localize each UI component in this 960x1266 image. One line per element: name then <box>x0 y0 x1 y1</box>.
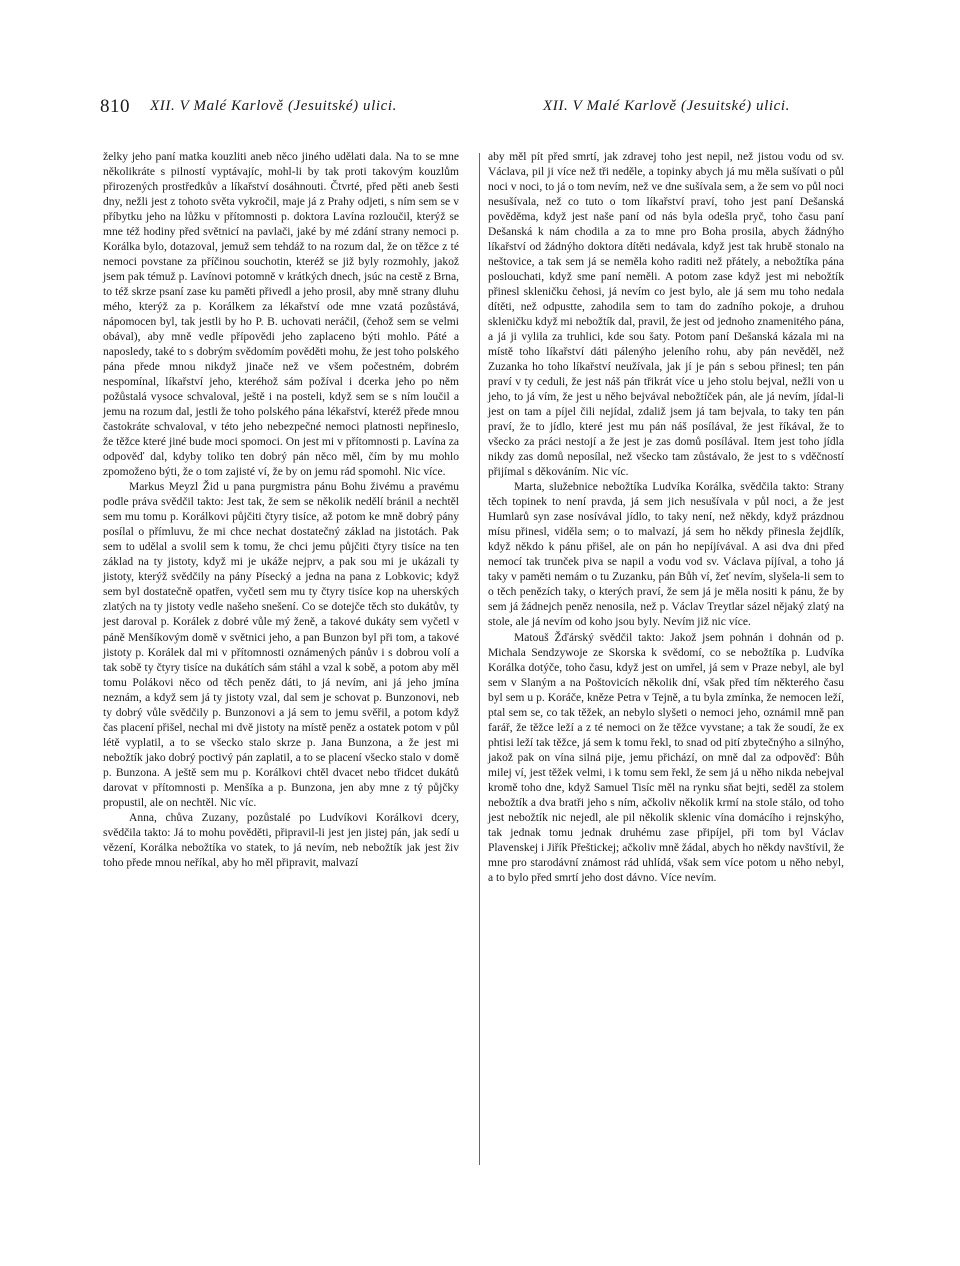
column-divider <box>479 153 480 1165</box>
paragraph: Matouš Žďárský svědčil takto: Jakož jsem pohnán i dohnán od p. Michala Sendzywoje ze Skorska k svědomí, co se nebožtíka p. Ludvíka Korálka dotýče, toho času, když jest on umřel, já sem v Praze nebyl, ale byl sem v Slaným a na Poštovicích několik dní, však před tím některého času byl sem u p. Koráče, kněze Petra v Tejně, a tu byla zmínka, že nemocen leží, ptal sem se, co tak těžek, an nebylo slyšeti o nemoci jeho, oznámil mně pan farář, že těžce leží a z té nemoci on že těžce vyvstane; a tak že soudí, že ex phtisi leží tak těžce, já sem k tomu řekl, to snad od pití zbytečnýho a silnýho, jakož pak on vína silná pije, jemu přichází, on mně dal za odpověď: Bůh milej ví, jest těžek velmi, i k tomu sem řekl, že sem já u něho nikda nebejval kromě toho dne, když Samuel Tisíc měl na rynku sňat bejti, seděl za stolem nebožtík a dva bratři jeho s ním, ačkoliv několik krmí na stole stálo, od toho jest nebožtík nic nejedl, ale pil několik sklenic vína domácího i rejnskýho, tak jednak tomu jednak druhému zase připíjel, při tom byl Václav Plavenskej i Jiřík Přeštickej; ačkoliv mně žádal, abych ho někdy navštívil, že mne pro starodávní známost rád uhlídá, však sem více potom u něho nebyl, a to bylo před smrtí jeho dost dávno. Více nevím. <box>488 631 844 884</box>
running-head-left: XII. V Malé Karlově (Jesuitské) ulici. <box>150 98 398 114</box>
running-head-right: XII. V Malé Karlově (Jesuitské) ulici. <box>543 98 791 114</box>
paragraph: aby měl pít před smrtí, jak zdravej toho jest nepil, než jistou vodu od sv. Václava, pil ji více než tři neděle, a topinky abych já mu měla sušívati o půl noci v noci, to já o tom nevím, než ve dne sušívala sem, a že sem vo půl noci nesušívala, než co tuto o tom líkařství praví, toho jest paní Dešanská pověděma, když jest naše paní od nás byla odešla pryč, toho času paní Dešanská k nám chodila a za to mne pro Boha prosila, abych žádnýho líkařství od žádnýho doktora dítěti nedávala, když jest tak hrubě stonalo na neštovice, a tak sem já se neměla koho raditi než přátely, a nebožtíka pána poslouchati, když sme paní neměli. A potom zase když jest mi nebožtík přinesl skleničku čehosi, já nevím co jest bylo, ale já sem mu toho nedala dítěti, než odpustte, zahodila sem to tam do zadního pokoje, a druhou skleničku když mi nebožtík dal, pravil, že jest od jednoho znamenitého pána, a já ji vylila za truhlici, kde sou šaty. Potom paní Dešanská kázala mi na místě toho líkařství dáti pálenýho jeleního rohu, aby pán nevěděl, než Zuzanka ho toho líkařství neužívala, jak jí je pán s sebou přinesl; ten pán praví v ty ceduli, že jest náš pán třikrát více u jeho stolu bejval, nežli von u jeho, to já vím, že jest u něho bejvával nebožtíček pán, ale já nevím, jídal-li jest on tam a píjel čili nejídal, zdaliž jsem já tam bejvala, to taky ten pán praví, že to jídlo, které jest mu pán náš posílával, že jest říkával, že to všecko za práci nestojí a že jest je zas domů posílával. Item jest toho jídla nikdy zas domů neposílal, než všecko tam zůstávalo, že jest to s vděčností přijímal s děkováním. Nic víc. <box>488 151 844 479</box>
page-number: 810 <box>100 96 130 117</box>
paragraph: želky jeho paní matka kouzliti aneb něco jiného udělati dala. Na to se mne několikráte s pilností vyptávajíc, mohl-li by tak proti takovým kouzlům přirozených prostředkův a líkařství dosáhnouti. Čtvrté, před pěti aneb šesti dny, nežli jest z tohoto světa vykročil, maje já z Prahy odjeti, s ním sem se v příbytku jeho na lůžku v přítomnosti p. doktora Lavína rozloučil, kterýž se mne též hodiny před světnicí na pavlači, jaké by mé zdání strany nemoci p. Korálka bylo, dotazoval, jemuž sem tehdáž to na rozum dal, že on těžce z té nemoci povstane za příčinou souchotin, kteréž se již byly rozmohly, jakož jsem pak témuž p. Lavínovi potomně v krátkých dnech, jsúc na cestě z Brna, to též skrze psaní zase ku paměti přivedl a jeho prosil, aby mně strany dluhu mého, kterýž za p. Korálkem za lékařství ode mne vzatá pozůstává, nápomocen byl, tak jestli by ho P. B. uchovati neráčil, (čehož sem se velmi obával), aby mně vedle přípovědi jeho zaplaceno býti mohlo. Páté a naposledy, také to s dobrým svědomím pověděti mohu, že jest toho polského pána přede mnou nikdyž jinače než ve všem počestném, dobrém nespomínal, líkařství jeho, kteréhož sám požíval i dcerka jeho po něm požůstalá vysoce schvaloval, ještě i na posteli, když sem se s ním loučil a jemu na rozum dal, jestli že toho polského pána lékařství, kteréž přede mnou častokráte schvaloval, v této jeho nebezpečné nemoci platnosti nepřineslo, že těžce které jiné bude moci spomoci. On jest mi v přítomnosti p. Lavína za odpověď dal, kdyby toliko ten dobrý pán něco měl, čím by mu mohlo zpomoženo býti, že o tom zajisté ví, že by on jemu rád spomohl. Nic více. <box>103 151 459 479</box>
paragraph: Marta, služebnice nebožtíka Ludvíka Korálka, svědčila takto: Strany těch topinek to není pravda, já sem jich nesušívala v půl noci, a že jest Humlarů syn zase nosívával jídlo, to taky není, než někdy, když prázdnou mísu přinesl, viděla sem; o to malvazí, já sem ho někdy přinesla žejdlík, když někdo k pánu přišel, ale on pán ho nepíjívával. A asi dva dni před nemocí tak trunček piva se napil a vodu vod sv. Václava píjíval, a toho já taky v paměti nemám o tu Zuzanku, pán Bůh ví, žeť nevím, slyšela-li sem to o těch penězích taky, o kterých praví, že sem já je měla nositi k pánu, že by sem já žádnejch peněz nenosila, než p. Václav Treytlar sázel nějaký zlatý na stole, ale já nevím od koho jsou byly. Nevím již nic více. <box>488 481 844 629</box>
left-column <box>103 150 459 871</box>
page-header <box>100 96 820 120</box>
right-column <box>488 150 844 886</box>
paragraph: Anna, chůva Zuzany, pozůstalé po Ludvíkovi Korálkovi dcery, svědčila takto: Já to mohu pověděti, připravil-li jest jen jistej pán, jak sedí u vězení, Korálka nebožtíka vo statek, to já nevím, neb nebožtík jak jest živ toho přede mnou neříkal, aby ho měl připravit, malvazí <box>103 811 459 869</box>
paragraph: Markus Meyzl Žid u pana purgmistra pánu Bohu živému a pravému podle práva svědčil takto: Jest tak, že sem se několik nedělí bránil a nechtěl sem mu tomu p. Korálkovi půjčiti čtyry tisíce, až potom ke mně dobrý pány posílal o přímluvu, že mi chce nechat dostatečný základ na jistotách. Pak sem to udělal a svolil sem k tomu, že chci jemu půjčiti čtyry tisíce na ten základ na ty jistoty, když mi je ukáže nejprv, a pak sou mi je ukázali ty jistoty, kterýž svědčily na pány Písecký a jedna na pana z Lobkovic; když sem byl dostatečně opatřen, vyčetl sem mu ty čtyry tisíce kop na uherských zlatých na ty jistoty vedle našeho snešení. Co se dotejče těch sto dukátův, ty jest daroval p. Korálek z dobré vůle mý ženě, a takové dukáty sem vyčetl v páně Menšíkovým domě v světnici jeho, a pan Bunzon byl při tom, a takové jistoty p. Korálek dal mi v přítomnosti oznámených pánův i s dobrou volí a tak sobě ty čtyry tisíce na dukátích sám stáhl a vzal k sobě, a potom aby měl tomu Polákovi něco od těch peněz dáti, to já nevím, ani já jeho jmína neznám, a když sem já ty jistoty vzal, dal sem je schovat p. Bunzonovi, neb ty dobrý vůle svědčily p. Bunzonovi a já sem to jemu svěřil, a potom když čas placení přišel, nechal mi dvě jistoty na místě peněz a ostatek potom v půl létě vyplatil, a to se všecko stalo skrze p. Jana Bunzona, a že jest mi nebožtík jako dobrý poctivý pán zaplatil, a to se placení všecko stalo v domě p. Bunzona. A ještě sem mu p. Korálkovi chtěl dvacet nebo třidcet dukátů darovat v přítomnosti p. Menšíka a p. Bunzona, jen aby mne z tý půjčky propustil, ale on nechtěl. Nic víc. <box>103 481 459 809</box>
